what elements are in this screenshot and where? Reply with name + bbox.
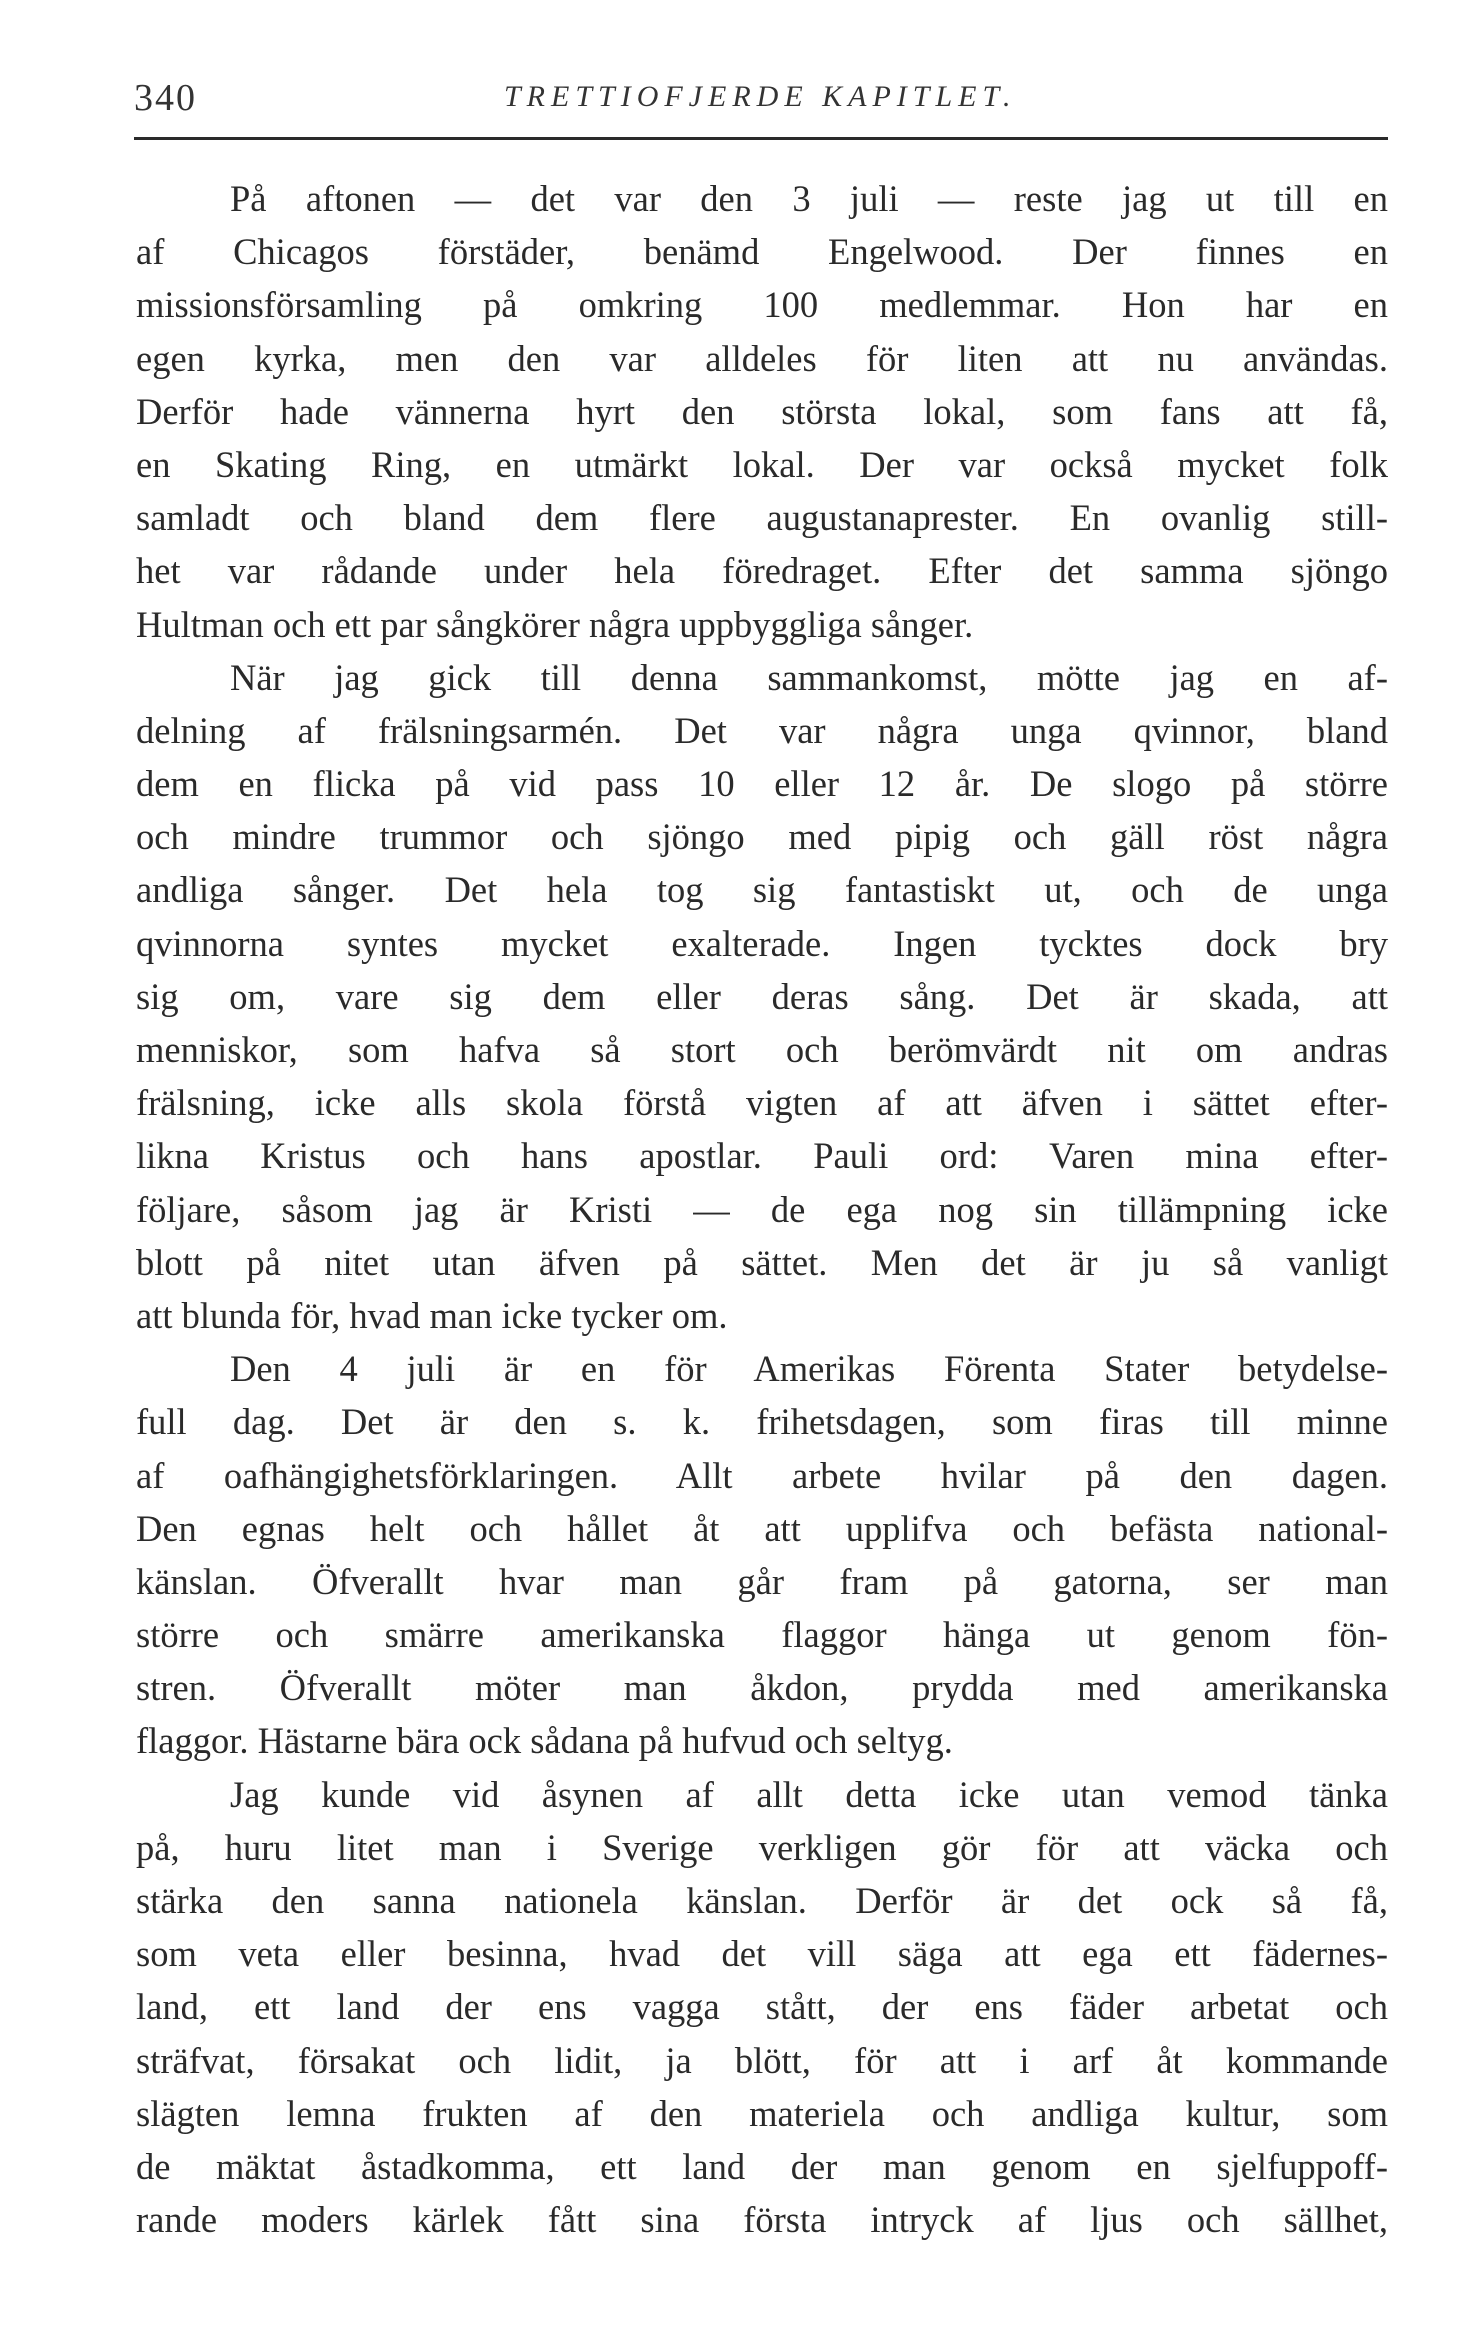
- text-line: Hultman och ett par sångkörer några uppbyggliga sånger.: [136, 603, 974, 645]
- body-text: [136, 172, 1388, 2246]
- page-number: 340: [134, 77, 197, 119]
- text-line: likna Kristus och hans apostlar. Pauli ord: Varen mina efter-: [136, 1135, 1388, 1177]
- text-line: delning af frälsningsarmén. Det var några unga qvinnor, bland: [136, 709, 1388, 751]
- text-line: af Chicagos förstäder, benämd Engelwood. Der finnes en: [136, 231, 1388, 273]
- text-line: känslan. Öfverallt hvar man går fram på gatorna, ser man: [136, 1560, 1388, 1602]
- text-line: sig om, vare sig dem eller deras sång. Det är skada, att: [136, 975, 1388, 1017]
- text-line: Derför hade vännerna hyrt den största lokal, som fans att få,: [136, 390, 1388, 432]
- paragraph: [136, 172, 1388, 651]
- text-line: sträfvat, försakat och lidit, ja blött, för att i arf åt kommande: [136, 2039, 1388, 2081]
- text-line: dem en flicka på vid pass 10 eller 12 år. De slogo på större: [136, 763, 1388, 805]
- text-line: de mäktat åstadkomma, ett land der man genom en sjelfuppoff-: [136, 2145, 1388, 2187]
- text-line: som veta eller besinna, hvad det vill säga att ega ett fädernes-: [136, 1933, 1388, 1975]
- paragraph: [136, 1342, 1388, 1768]
- text-line: full dag. Det är den s. k. frihetsdagen, som firas till minne: [136, 1401, 1388, 1443]
- page-header: [134, 76, 1388, 126]
- text-line: slägten lemna frukten af den materiela och andliga kultur, som: [136, 2092, 1388, 2134]
- text-line: att blunda för, hvad man icke tycker om.: [136, 1294, 728, 1336]
- text-line: På aftonen — det var den 3 juli — reste jag ut till en: [230, 178, 1388, 219]
- text-line: När jag gick till denna sammankomst, mötte jag en af-: [230, 656, 1388, 698]
- text-line: flaggor. Hästarne bära ock sådana på hufvud och seltyg.: [136, 1720, 953, 1762]
- text-line: andliga sånger. Det hela tog sig fantastiskt ut, och de unga: [136, 869, 1388, 911]
- text-line: menniskor, som hafva så stort och berömvärdt nit om andras: [136, 1029, 1388, 1070]
- text-line: och mindre trummor och sjöngo med pipig och gäll röst några: [136, 816, 1388, 858]
- text-line: rande moders kärlek fått sina första intryck af ljus och sällhet,: [136, 2199, 1388, 2241]
- text-line: en Skating Ring, en utmärkt lokal. Der var också mycket folk: [136, 443, 1388, 485]
- text-line: Den egnas helt och hållet åt att upplifva och befästa national-: [136, 1507, 1388, 1549]
- text-line: stren. Öfverallt möter man åkdon, prydda med amerikanska: [136, 1667, 1388, 1709]
- text-line: qvinnorna syntes mycket exalterade. Ingen tycktes dock bry: [136, 922, 1388, 964]
- text-line: af oafhängighetsförklaringen. Allt arbete hvilar på den dagen.: [136, 1454, 1388, 1496]
- text-line: Jag kunde vid åsynen af allt detta icke utan vemod tänka: [230, 1773, 1388, 1815]
- text-line: het var rådande under hela föredraget. Efter det samma sjöngo: [136, 550, 1388, 592]
- text-line: följare, såsom jag är Kristi — de ega nog sin tillämpning icke: [136, 1188, 1388, 1230]
- text-line: större och smärre amerikanska flaggor hänga ut genom fön-: [136, 1614, 1388, 1656]
- text-line: frälsning, icke alls skola förstå vigten af att äfven i sättet efter-: [136, 1082, 1388, 1124]
- header-rule: [134, 137, 1388, 140]
- text-line: Den 4 juli är en för Amerikas Förenta Stater betydelse-: [230, 1348, 1388, 1390]
- text-line: stärka den sanna nationela känslan. Derför är det ock så få,: [136, 1880, 1388, 1921]
- text-line: land, ett land der ens vagga stått, der ens fäder arbetat och: [136, 1986, 1388, 2028]
- text-line: blott på nitet utan äfven på sättet. Men det är ju så vanligt: [136, 1241, 1388, 1283]
- running-head: TRETTIOFJERDE KAPITLET.: [504, 80, 1017, 113]
- paragraph: [136, 1768, 1388, 2247]
- text-line: egen kyrka, men den var alldeles för liten att nu användas.: [136, 337, 1388, 379]
- text-line: samladt och bland dem flere augustanaprester. En ovanlig still-: [136, 497, 1388, 539]
- text-line: på, huru litet man i Sverige verkligen gör för att väcka och: [136, 1826, 1388, 1868]
- paragraph: [136, 651, 1388, 1342]
- text-line: missionsförsamling på omkring 100 medlemmar. Hon har en: [136, 284, 1388, 326]
